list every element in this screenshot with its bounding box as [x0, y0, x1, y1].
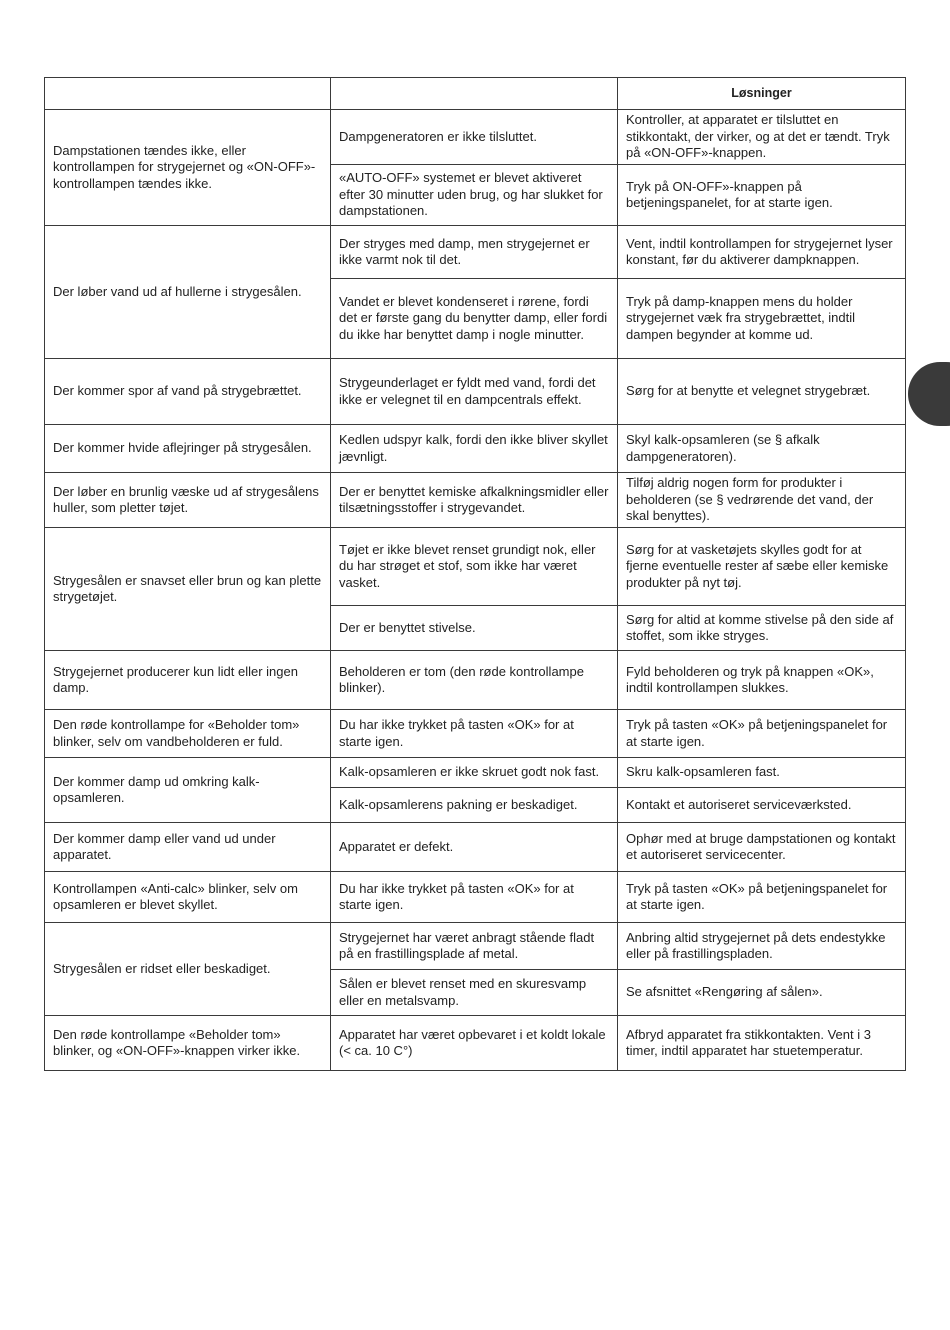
- solution-cell: Tilføj aldrig nogen form for produkter i beholderen (se § vedrørende det vand, der skal benyttes).: [618, 473, 906, 528]
- problem-cell: Der kommer spor af vand på strygebrættet.: [45, 359, 331, 425]
- table-row: [45, 226, 906, 279]
- solution-cell: Skyl kalk-opsamleren (se § afkalk dampgeneratoren).: [618, 425, 906, 473]
- table-row: [45, 359, 906, 425]
- cause-cell: Du har ikke trykket på tasten «OK» for at starte igen.: [331, 710, 618, 758]
- section-tab-marker: [908, 362, 950, 426]
- cause-cell: Apparatet er defekt.: [331, 823, 618, 872]
- solution-cell: Ophør med at bruge dampstationen og kontakt et autoriseret servicecenter.: [618, 823, 906, 872]
- cause-cell: Du har ikke trykket på tasten «OK» for at starte igen.: [331, 872, 618, 923]
- cause-cell: Tøjet er ikke blevet renset grundigt nok, eller du har strøget et stof, som ikke har været vasket.: [331, 528, 618, 606]
- problem-cell: Strygesålen er ridset eller beskadiget.: [45, 923, 331, 1016]
- table-row: [45, 528, 906, 606]
- table-row: [45, 473, 906, 528]
- cause-cell: Vandet er blevet kondenseret i rørene, fordi det er første gang du benytter damp, eller fordi du ikke har benyttet damp i nogle minutter.: [331, 279, 618, 359]
- solution-cell: Kontroller, at apparatet er tilsluttet en stikkontakt, der virker, og at det er tændt. Tryk på «ON-OFF»-knappen.: [618, 110, 906, 165]
- problem-cell: Der løber en brunlig væske ud af strygesålens huller, som pletter tøjet.: [45, 473, 331, 528]
- problem-cell: Kontrollampen «Anti-calc» blinker, selv om opsamleren er blevet skyllet.: [45, 872, 331, 923]
- solution-cell: Fyld beholderen og tryk på knappen «OK», indtil kontrollampen slukkes.: [618, 651, 906, 710]
- table-row: [45, 425, 906, 473]
- solution-cell: Se afsnittet «Rengøring af sålen».: [618, 970, 906, 1016]
- cause-cell: Beholderen er tom (den røde kontrollampe blinker).: [331, 651, 618, 710]
- solution-cell: Tryk på ON-OFF»-knappen på betjeningspanelet, for at starte igen.: [618, 165, 906, 226]
- table-row: [45, 923, 906, 970]
- cause-cell: Kalk-opsamleren er ikke skruet godt nok fast.: [331, 758, 618, 788]
- solution-cell: Afbryd apparatet fra stikkontakten. Vent i 3 timer, indtil apparatet har stuetemperatur.: [618, 1016, 906, 1071]
- table-header-row: [45, 78, 906, 110]
- problem-cell: Dampstationen tændes ikke, eller kontrollampen for strygejernet og «ON-OFF»-kontrollampen tændes ikke.: [45, 110, 331, 226]
- problem-cell: Strygesålen er snavset eller brun og kan plette strygetøjet.: [45, 528, 331, 651]
- table-row: [45, 758, 906, 788]
- header-problem: [45, 78, 331, 110]
- troubleshooting-table: [44, 77, 906, 1071]
- problem-cell: Der kommer damp eller vand ud under apparatet.: [45, 823, 331, 872]
- table-row: [45, 1016, 906, 1071]
- cause-cell: Kalk-opsamlerens pakning er beskadiget.: [331, 788, 618, 823]
- problem-cell: Strygejernet producerer kun lidt eller ingen damp.: [45, 651, 331, 710]
- problem-cell: Der kommer damp ud omkring kalk-opsamleren.: [45, 758, 331, 823]
- cause-cell: Kedlen udspyr kalk, fordi den ikke bliver skyllet jævnligt.: [331, 425, 618, 473]
- problem-cell: Der løber vand ud af hullerne i strygesålen.: [45, 226, 331, 359]
- solution-cell: Sørg for altid at komme stivelse på den side af stoffet, som ikke stryges.: [618, 606, 906, 651]
- cause-cell: Sålen er blevet renset med en skuresvamp eller en metalsvamp.: [331, 970, 618, 1016]
- solution-cell: Kontakt et autoriseret serviceværksted.: [618, 788, 906, 823]
- cause-cell: Der er benyttet kemiske afkalkningsmidler eller tilsætningsstoffer i strygevandet.: [331, 473, 618, 528]
- cause-cell: «AUTO-OFF» systemet er blevet aktiveret efter 30 minutter uden brug, og har slukket for dampstationen.: [331, 165, 618, 226]
- header-solution: Løsninger: [618, 78, 906, 110]
- table-row: [45, 651, 906, 710]
- solution-cell: Vent, indtil kontrollampen for strygejernet lyser konstant, før du aktiverer dampknappen.: [618, 226, 906, 279]
- table-row: [45, 872, 906, 923]
- solution-cell: Tryk på damp-knappen mens du holder strygejernet væk fra strygebrættet, indtil dampen begynder at komme ud.: [618, 279, 906, 359]
- solution-cell: Anbring altid strygejernet på dets endestykke eller på frastillingspladen.: [618, 923, 906, 970]
- cause-cell: Der stryges med damp, men strygejernet er ikke varmt nok til det.: [331, 226, 618, 279]
- table-row: [45, 110, 906, 165]
- solution-cell: Sørg for at vasketøjets skylles godt for at fjerne eventuelle rester af sæbe eller kemiske produkter på nyt tøj.: [618, 528, 906, 606]
- table-row: [45, 823, 906, 872]
- table-row: [45, 710, 906, 758]
- cause-cell: Strygeunderlaget er fyldt med vand, fordi det ikke er velegnet til en dampcentrals effekt.: [331, 359, 618, 425]
- problem-cell: Der kommer hvide aflejringer på strygesålen.: [45, 425, 331, 473]
- problem-cell: Den røde kontrollampe «Beholder tom» blinker, og «ON-OFF»-knappen virker ikke.: [45, 1016, 331, 1071]
- cause-cell: Strygejernet har været anbragt stående fladt på en frastillingsplade af metal.: [331, 923, 618, 970]
- solution-cell: Skru kalk-opsamleren fast.: [618, 758, 906, 788]
- problem-cell: Den røde kontrollampe for «Beholder tom» blinker, selv om vandbeholderen er fuld.: [45, 710, 331, 758]
- cause-cell: Der er benyttet stivelse.: [331, 606, 618, 651]
- solution-cell: Tryk på tasten «OK» på betjeningspanelet for at starte igen.: [618, 872, 906, 923]
- solution-cell: Tryk på tasten «OK» på betjeningspanelet for at starte igen.: [618, 710, 906, 758]
- cause-cell: Apparatet har været opbevaret i et koldt lokale (< ca. 10 C°): [331, 1016, 618, 1071]
- solution-cell: Sørg for at benytte et velegnet strygebræt.: [618, 359, 906, 425]
- cause-cell: Dampgeneratoren er ikke tilsluttet.: [331, 110, 618, 165]
- header-cause: [331, 78, 618, 110]
